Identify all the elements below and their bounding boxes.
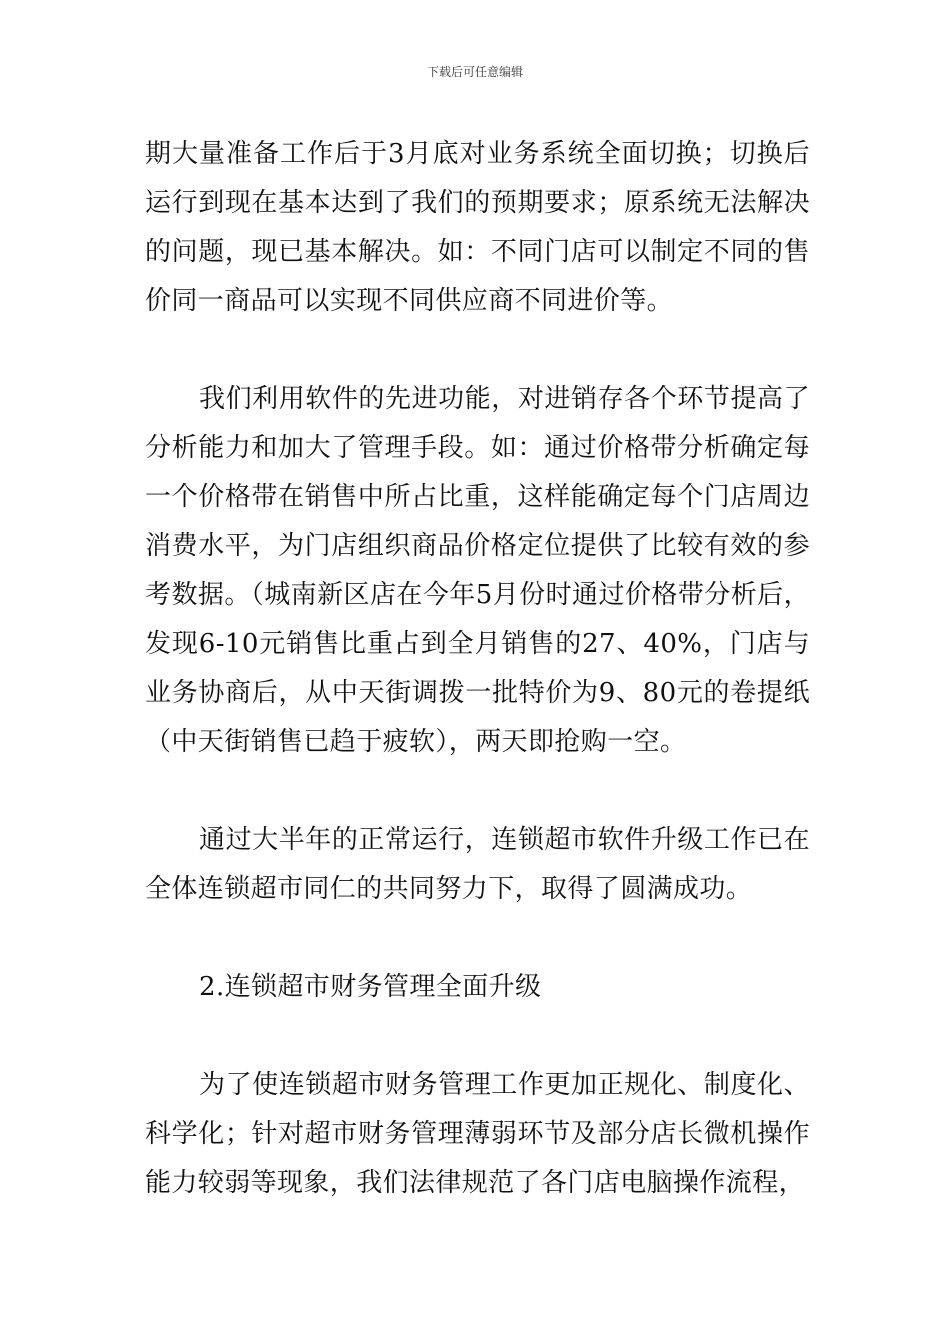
- paragraph-spacer: [145, 326, 810, 375]
- paragraph-spacer: [145, 767, 810, 816]
- document-body: [145, 130, 810, 1208]
- page-header: 下载后可任意编辑: [426, 65, 523, 79]
- paragraph-spacer: [145, 914, 810, 963]
- paragraph-continuation: 期大量准备工作后于3月底对业务系统全面切换；切换后运行到现在基本达到了我们的预期要求；原系统无法解决的问题，现已基本解决。如：不同门店可以制定不同的售价同一商品可以实现不同供应商不同进价等。: [145, 139, 810, 316]
- paragraph-software-functions: 我们利用软件的先进功能，对进销存各个环节提高了分析能力和加大了管理手段。如：通过价格带分析确定每一个价格带在销售中所占比重，这样能确定每个门店周边消费水平，为门店组织商品价格定位提供了比较有效的参考数据。（城南新区店在今年5月份时通过价格带分析后，发现6-10元销售比重占到全月销售的27、40%，门店与业务协商后，从中天街调拨一批特价为9、80元的卷提纸（中天街销售已趋于疲软），两天即抢购一空。: [145, 384, 810, 757]
- paragraph-finance-management: 为了使连锁超市财务管理工作更加正规化、制度化、科学化；针对超市财务管理薄弱环节及部分店长微机操作能力较弱等现象，我们法律规范了各门店电脑操作流程，: [145, 1070, 810, 1198]
- paragraph-software-upgrade-result: 通过大半年的正常运行，连锁超市软件升级工作已在全体连锁超市同仁的共同努力下，取得了圆满成功。: [145, 825, 810, 904]
- paragraph-spacer: [145, 1012, 810, 1061]
- section-heading-finance-upgrade: 2.连锁超市财务管理全面升级: [199, 972, 542, 1002]
